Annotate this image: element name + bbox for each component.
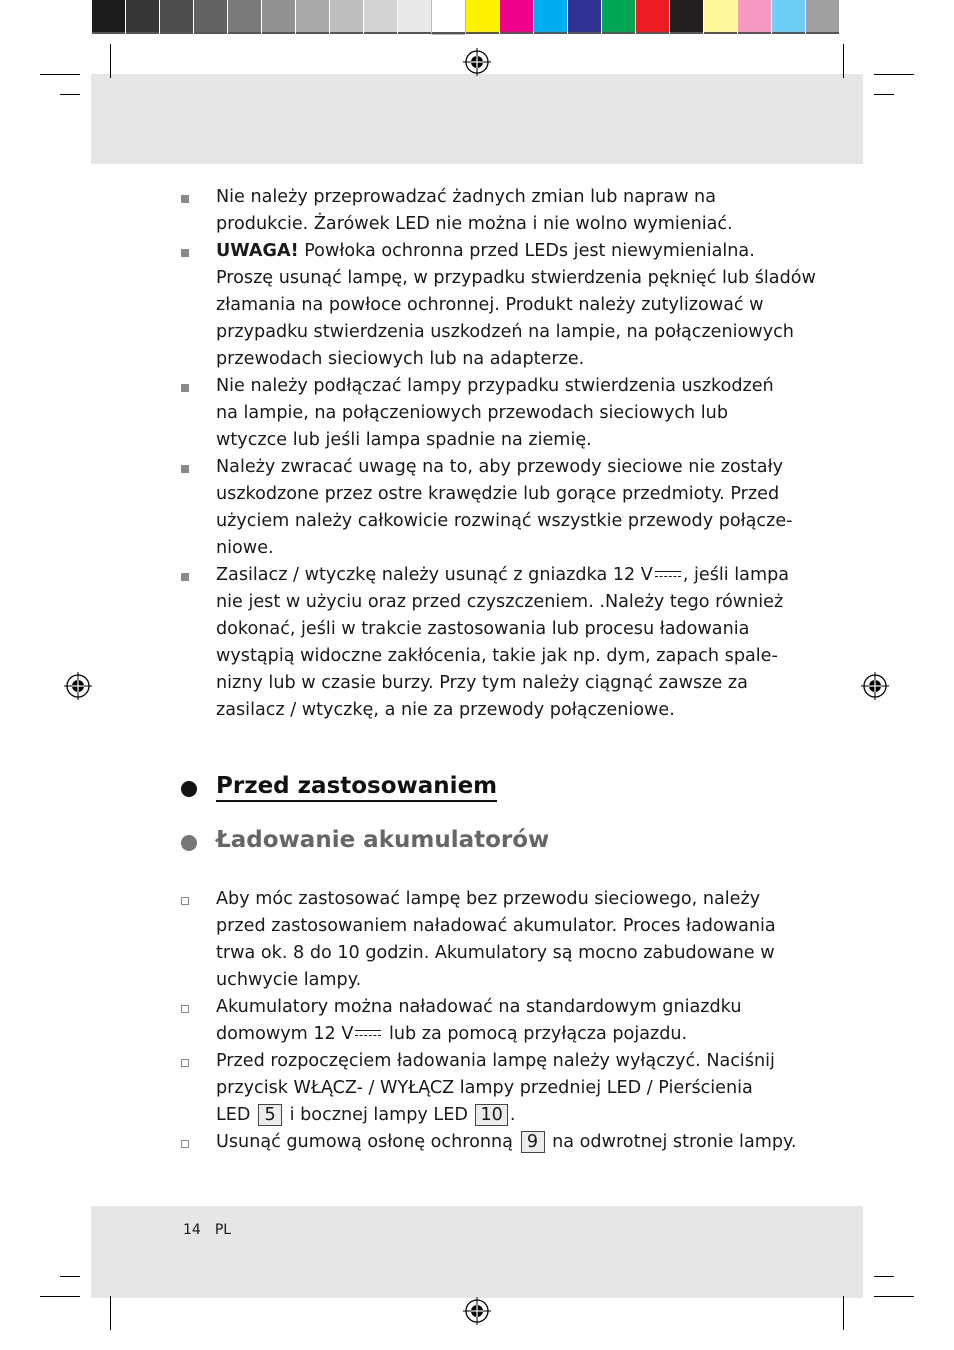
bullet-square-icon <box>181 249 189 257</box>
list-item: Usunąć gumową osłonę ochronną 9 na odwrotnej stronie lampy. <box>216 1132 797 1152</box>
footer-band <box>91 1206 863 1298</box>
color-swatch <box>500 0 533 34</box>
list-item: Należy zwracać uwagę na to, aby przewody sieciowe nie zostały uszkodzone przez ostre krawędzie lub gorące przedmioty. Przed użyciem należy całkowicie rozwinąć wszystkie przewody połącze- niowe. <box>216 457 793 558</box>
header-band <box>91 74 863 164</box>
color-swatch <box>160 0 193 34</box>
list-item: Przed rozpoczęciem ładowania lampę należy wyłączyć. Naciśnij przycisk WŁĄCZ- / WYŁĄCZ lampy przedniej LED / Pierścienia LED 5 i bocznej lampy LED 10 . <box>216 1051 775 1125</box>
dc-symbol-icon <box>655 570 681 580</box>
color-swatch <box>636 0 669 34</box>
color-swatch <box>296 0 329 34</box>
list-item: Zasilacz / wtyczkę należy usunąć z gniazdka 12 V , jeśli lampa nie jest w użyciu oraz przed czyszczeniem. .Należy tego również dokonać, jeśli w trakcie zastosowania lub procesu ładowania wystąpią widoczne zakłócenia, takie jak np. dym, zapach spale- nizny lub w czasie burzy. Przy tym należy ciągnąć zawsze za zasilacz / wtyczkę, a nie za przewody połączeniowe. <box>216 565 790 720</box>
list-item: Akumulatory można naładować na standardowym gniazdku domowym 12 V lub za pomocą przyłącza pojazdu. <box>216 997 742 1044</box>
color-swatch <box>806 0 839 34</box>
color-swatch <box>568 0 601 34</box>
section-heading: Przed zastosowaniem <box>216 773 497 802</box>
color-swatch <box>228 0 261 34</box>
list-item: UWAGA! Powłoka ochronna przed LEDs jest niewymienialna. Proszę usunąć lampę, w przypadku stwierdzenia pęknięć lub śladów złamania na powłoce ochronnej. Produkt należy zutylizować w przypadku stwierdzenia uszkodzeń na lampie, na połączeniowych przewodach sieciowych lub na adapterze. <box>216 241 816 369</box>
page-number: 14 <box>183 1222 201 1238</box>
bullet-square-icon <box>181 195 189 203</box>
color-swatch <box>398 0 431 34</box>
language-code: PL <box>214 1222 232 1238</box>
part-reference: 5 <box>258 1104 282 1126</box>
color-swatch <box>194 0 227 34</box>
registration-mark-icon <box>462 1296 492 1326</box>
color-swatch <box>364 0 397 34</box>
bullet-square-icon <box>181 465 189 473</box>
color-swatch <box>262 0 295 34</box>
dc-symbol-icon <box>355 1029 381 1039</box>
section-subheading: Ładowanie akumulatorów <box>216 827 550 853</box>
bullet-square-icon <box>181 384 189 392</box>
print-color-bar <box>92 0 840 36</box>
part-reference: 9 <box>521 1131 545 1153</box>
registration-mark-icon <box>860 671 890 701</box>
checkbox-bullet-icon <box>181 1059 189 1067</box>
color-swatch <box>772 0 805 34</box>
color-swatch <box>602 0 635 34</box>
color-swatch <box>704 0 737 34</box>
checkbox-bullet-icon <box>181 1140 189 1148</box>
color-swatch <box>92 0 125 34</box>
color-swatch <box>738 0 771 34</box>
part-reference: 10 <box>475 1104 507 1126</box>
subheading-bullet-icon <box>181 835 197 851</box>
page-footer <box>183 1222 245 1238</box>
checkbox-bullet-icon <box>181 1005 189 1013</box>
list-item: Nie należy podłączać lampy przypadku stwierdzenia uszkodzeń na lampie, na połączeniowych przewodach sieciowych lub wtyczce lub jeśli lampa spadnie na ziemię. <box>216 376 774 450</box>
list-item: Aby móc zastosować lampę bez przewodu sieciowego, należy przed zastosowaniem naładować akumulator. Proces ładowania trwa ok. 8 do 10 godzin. Akumulatory są mocno zabudowane w uchwycie lampy. <box>216 889 776 990</box>
list-item: Nie należy przeprowadzać żadnych zmian lub napraw na produkcie. Żarówek LED nie można i nie wolno wymieniać. <box>216 187 733 234</box>
registration-mark-icon <box>462 47 492 77</box>
color-swatch <box>466 0 499 34</box>
registration-mark-icon <box>63 671 93 701</box>
checkbox-bullet-icon <box>181 897 189 905</box>
color-swatch <box>432 0 465 34</box>
warning-label: UWAGA! <box>216 241 299 261</box>
bullet-square-icon <box>181 573 189 581</box>
color-swatch <box>534 0 567 34</box>
color-swatch <box>670 0 703 34</box>
color-swatch <box>126 0 159 34</box>
color-swatch <box>330 0 363 34</box>
heading-bullet-icon <box>181 781 197 797</box>
